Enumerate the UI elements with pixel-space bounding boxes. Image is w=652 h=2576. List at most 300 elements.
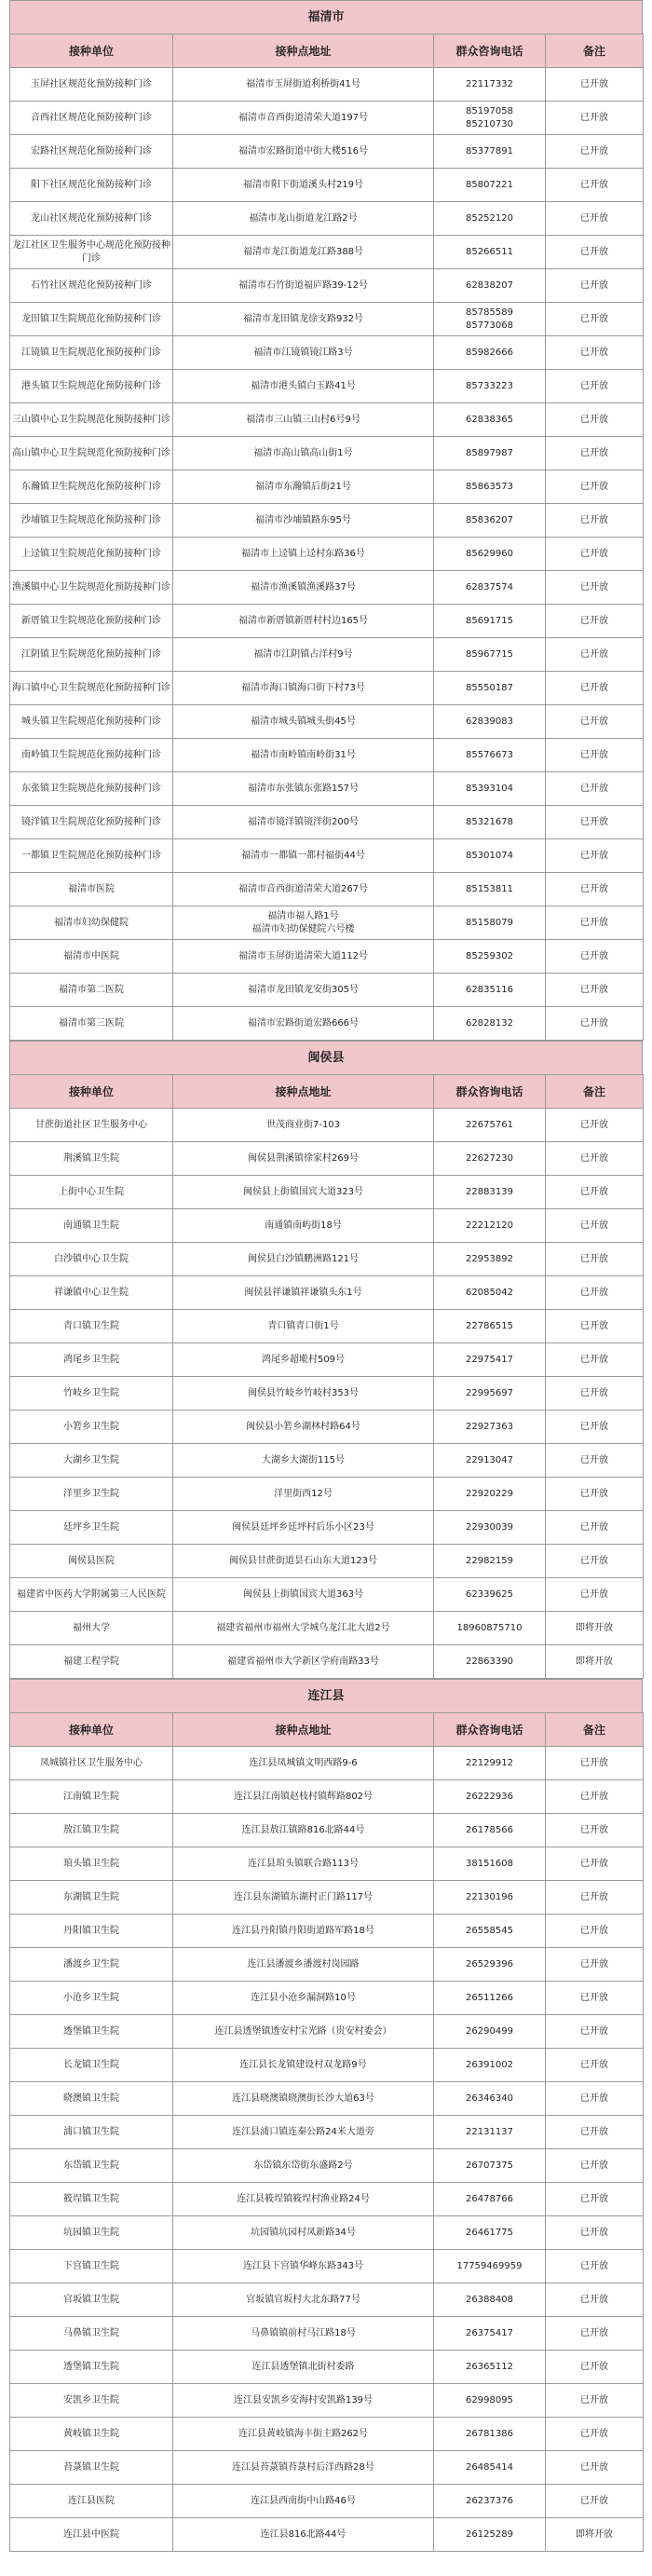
cell-phone: 22675761 [434, 1109, 546, 1142]
cell-unit: 福清市妇幼保健院 [10, 906, 173, 940]
cell-phone: 26558545 [434, 1915, 546, 1948]
table-header-row [10, 34, 644, 68]
cell-phone: 22913047 [434, 1444, 546, 1478]
table-row [10, 2082, 644, 2116]
cell-phone: 85982666 [434, 336, 546, 370]
cell-address: 福清市音西街道清荣大道267号 [173, 873, 434, 906]
table-row [10, 1881, 644, 1915]
cell-note: 已开放 [546, 102, 644, 135]
cell-phone: 85897987 [434, 437, 546, 470]
cell-address: 连江县下宫镇华峰东路343号 [173, 2250, 434, 2283]
cell-address: 连江县敖江镇路816北路44号 [173, 1814, 434, 1847]
cell-address: 鸿尾乡超墘村509号 [173, 1343, 434, 1377]
cell-unit: 宏路社区规范化预防接种门诊 [10, 135, 173, 169]
cell-unit: 音西社区规范化预防接种门诊 [10, 102, 173, 135]
table-row [10, 940, 644, 974]
table-row [10, 2216, 644, 2250]
cell-note: 即将开放 [546, 1612, 644, 1645]
cell-address: 连江县816北路44号 [173, 2518, 434, 2552]
cell-unit: 港头镇卫生院规范化预防接种门诊 [10, 370, 173, 403]
cell-note: 已开放 [546, 605, 644, 638]
cell-unit: 马鼻镇卫生院 [10, 2317, 173, 2351]
cell-note: 已开放 [546, 1881, 644, 1915]
cell-phone: 85807221 [434, 169, 546, 202]
cell-note: 已开放 [546, 202, 644, 236]
cell-unit: 福建工程学院 [10, 1645, 173, 1679]
table-row [10, 2183, 644, 2216]
cell-unit: 竹岐乡卫生院 [10, 1377, 173, 1411]
cell-note: 已开放 [546, 772, 644, 806]
cell-note: 已开放 [546, 2283, 644, 2317]
cell-address: 福清市港头镇白玉路41号 [173, 370, 434, 403]
cell-phone: 26365112 [434, 2351, 546, 2384]
cell-note: 已开放 [546, 1948, 644, 1982]
cell-phone: 26125289 [434, 2518, 546, 2552]
cell-unit: 新厝镇卫生院规范化预防接种门诊 [10, 605, 173, 638]
cell-note: 已开放 [546, 2015, 644, 2049]
cell-phone: 26707375 [434, 2149, 546, 2183]
cell-address: 连江县透堡镇北街村委路 [173, 2351, 434, 2384]
table-row [10, 739, 644, 772]
cell-phone: 85691715 [434, 605, 546, 638]
cell-phone: 62828132 [434, 1007, 546, 1041]
cell-note: 已开放 [546, 839, 644, 873]
cell-phone: 26290499 [434, 2015, 546, 2049]
table-row [10, 2116, 644, 2149]
table-row [10, 1645, 644, 1679]
cell-phone: 26391002 [434, 2049, 546, 2082]
cell-address: 闽侯县廷坪乡廷坪村后乐小区23号 [173, 1511, 434, 1545]
cell-note: 已开放 [546, 2149, 644, 2183]
cell-note: 已开放 [546, 2418, 644, 2451]
cell-address: 福清市一都镇一都村福街44号 [173, 839, 434, 873]
cell-address: 马鼻镇镇前村马江路18号 [173, 2317, 434, 2351]
column-header-note: 备注 [546, 1075, 644, 1109]
cell-note: 已开放 [546, 1915, 644, 1948]
cell-unit: 荆溪镇卫生院 [10, 1142, 173, 1176]
cell-unit: 晓澳镇卫生院 [10, 2082, 173, 2116]
cell-note: 已开放 [546, 1209, 644, 1243]
section-0 [9, 0, 643, 1041]
cell-note: 已开放 [546, 2317, 644, 2351]
cell-address: 福清市城头镇城头街45号 [173, 705, 434, 739]
cell-note: 已开放 [546, 236, 644, 269]
table-row [10, 1511, 644, 1545]
cell-unit: 浦口镇卫生院 [10, 2116, 173, 2149]
cell-phone: 85629960 [434, 538, 546, 571]
table-row [10, 672, 644, 705]
cell-phone: 85576673 [434, 739, 546, 772]
cell-unit: 一都镇卫生院规范化预防接种门诊 [10, 839, 173, 873]
cell-unit: 高山镇中心卫生院规范化预防接种门诊 [10, 437, 173, 470]
cell-note: 已开放 [546, 303, 644, 336]
cell-unit: 小箬乡卫生院 [10, 1411, 173, 1444]
cell-note: 已开放 [546, 1847, 644, 1881]
cell-phone: 26237376 [434, 2485, 546, 2518]
column-header-unit: 接种单位 [10, 1713, 173, 1747]
column-header-unit: 接种单位 [10, 34, 173, 68]
cell-address: 青口镇青口街1号 [173, 1310, 434, 1343]
cell-note: 已开放 [546, 638, 644, 672]
cell-address: 福清市龙田镇龙安街305号 [173, 974, 434, 1007]
table-row [10, 303, 644, 336]
cell-note: 已开放 [546, 169, 644, 202]
table-row [10, 1545, 644, 1578]
cell-note: 已开放 [546, 504, 644, 538]
cell-unit: 洋里乡卫生院 [10, 1478, 173, 1511]
cell-address: 福清市玉屏街道利桥街41号 [173, 68, 434, 102]
table-row [10, 370, 644, 403]
cell-address: 连江县安凯乡安海村安凯路139号 [173, 2384, 434, 2418]
cell-address: 闽侯县竹岐乡竹岐村353号 [173, 1377, 434, 1411]
cell-phone: 85785589 85773068 [434, 303, 546, 336]
table-row [10, 906, 644, 940]
column-header-address: 接种点地址 [173, 1713, 434, 1747]
cell-unit: 镜洋镇卫生院规范化预防接种门诊 [10, 806, 173, 839]
cell-unit: 敖江镇卫生院 [10, 1814, 173, 1847]
table-row [10, 2384, 644, 2418]
cell-address: 东岱镇东岱街东盛路2号 [173, 2149, 434, 2183]
cell-phone: 22920229 [434, 1478, 546, 1511]
cell-phone: 26461775 [434, 2216, 546, 2250]
cell-note: 已开放 [546, 1007, 644, 1041]
table-row [10, 2451, 644, 2485]
cell-address: 福清市海口镇海口街下村73号 [173, 672, 434, 705]
cell-address: 福建省福州市大学新区学府南路33号 [173, 1645, 434, 1679]
cell-phone: 85153811 [434, 873, 546, 906]
cell-phone: 22786515 [434, 1310, 546, 1343]
table-header-row [10, 1075, 644, 1109]
cell-note: 已开放 [546, 1478, 644, 1511]
cell-address: 连江县潘渡乡潘渡村岗园路 [173, 1948, 434, 1982]
cell-unit: 长龙镇卫生院 [10, 2049, 173, 2082]
cell-phone: 17759469959 [434, 2250, 546, 2283]
section-1 [9, 1041, 643, 1679]
cell-unit: 东瀚镇卫生院规范化预防接种门诊 [10, 470, 173, 504]
cell-address: 世茂商业街7-103 [173, 1109, 434, 1142]
cell-address: 连江县琯头镇联合路113号 [173, 1847, 434, 1881]
table-row [10, 269, 644, 303]
cell-unit: 东湖镇卫生院 [10, 1881, 173, 1915]
table-row [10, 1209, 644, 1243]
cell-note: 已开放 [546, 1780, 644, 1814]
cell-note: 即将开放 [546, 2518, 644, 2552]
cell-note: 已开放 [546, 2351, 644, 2384]
cell-unit: 三山镇中心卫生院规范化预防接种门诊 [10, 403, 173, 437]
cell-address: 闽侯县白沙镇鹏洲路121号 [173, 1243, 434, 1276]
cell-phone: 22117332 [434, 68, 546, 102]
table-row [10, 772, 644, 806]
cell-phone: 26346340 [434, 2082, 546, 2116]
cell-note: 已开放 [546, 2485, 644, 2518]
table-row [10, 705, 644, 739]
cell-phone: 26781386 [434, 2418, 546, 2451]
cell-address: 福清市福人路1号 福清市妇幼保健院六号楼 [173, 906, 434, 940]
cell-unit: 透堡镇卫生院 [10, 2015, 173, 2049]
cell-phone: 26178566 [434, 1814, 546, 1847]
cell-address: 福清市阳下街道溪头村219号 [173, 169, 434, 202]
cell-note: 已开放 [546, 571, 644, 605]
table-row [10, 1814, 644, 1847]
cell-phone: 85967715 [434, 638, 546, 672]
cell-phone: 85252120 [434, 202, 546, 236]
table-row [10, 2418, 644, 2451]
cell-note: 已开放 [546, 2216, 644, 2250]
cell-unit: 福建省中医药大学附属第三人民医院 [10, 1578, 173, 1612]
cell-unit: 福清市第二医院 [10, 974, 173, 1007]
cell-phone: 22982159 [434, 1545, 546, 1578]
cell-phone: 85321678 [434, 806, 546, 839]
table-row [10, 1915, 644, 1948]
cell-address: 连江县凤城镇文明西路9-6 [173, 1747, 434, 1780]
cell-phone: 26485414 [434, 2451, 546, 2485]
table-row [10, 1948, 644, 1982]
cell-address: 连江县晓澳镇晓澳街长沙大道63号 [173, 2082, 434, 2116]
cell-note: 已开放 [546, 1142, 644, 1176]
table-row [10, 2518, 644, 2552]
cell-phone: 22995697 [434, 1377, 546, 1411]
cell-address: 福清市渔溪镇渔溪路37号 [173, 571, 434, 605]
cell-note: 已开放 [546, 538, 644, 571]
column-header-note: 备注 [546, 34, 644, 68]
cell-address: 福清市石竹街道福庐路39-12号 [173, 269, 434, 303]
cell-unit: 连江县医院 [10, 2485, 173, 2518]
cell-unit: 龙田镇卫生院规范化预防接种门诊 [10, 303, 173, 336]
column-header-note: 备注 [546, 1713, 644, 1747]
cell-note: 已开放 [546, 806, 644, 839]
cell-unit: 南通镇卫生院 [10, 1209, 173, 1243]
cell-unit: 渔溪镇中心卫生院规范化预防接种门诊 [10, 571, 173, 605]
cell-unit: 下宫镇卫生院 [10, 2250, 173, 2283]
table-row [10, 1142, 644, 1176]
site-table [9, 34, 644, 1041]
cell-address: 福清市龙田镇龙徐支路932号 [173, 303, 434, 336]
cell-address: 福清市龙江街道龙江路388号 [173, 236, 434, 269]
cell-address: 洋里街西12号 [173, 1478, 434, 1511]
table-row [10, 236, 644, 269]
table-row [10, 336, 644, 370]
cell-note: 已开放 [546, 2183, 644, 2216]
cell-address: 连江县小沧乡漏洞路10号 [173, 1982, 434, 2015]
cell-note: 已开放 [546, 974, 644, 1007]
cell-phone: 22883139 [434, 1176, 546, 1209]
cell-unit: 青口镇卫生院 [10, 1310, 173, 1343]
cell-unit: 凤城镇社区卫生服务中心 [10, 1747, 173, 1780]
table-row [10, 1478, 644, 1511]
cell-address: 坑园镇坑园村凤新路34号 [173, 2216, 434, 2250]
cell-note: 已开放 [546, 1411, 644, 1444]
table-row [10, 538, 644, 571]
cell-note: 已开放 [546, 437, 644, 470]
table-row [10, 571, 644, 605]
cell-unit: 江镜镇卫生院规范化预防接种门诊 [10, 336, 173, 370]
cell-unit: 上街中心卫生院 [10, 1176, 173, 1209]
cell-phone: 22953892 [434, 1243, 546, 1276]
site-table [9, 1074, 644, 1679]
table-row [10, 1444, 644, 1478]
cell-address: 南通镇南屿街18号 [173, 1209, 434, 1243]
cell-unit: 福清市中医院 [10, 940, 173, 974]
cell-phone: 26478766 [434, 2183, 546, 2216]
cell-phone: 85863573 [434, 470, 546, 504]
cell-note: 已开放 [546, 1511, 644, 1545]
cell-address: 福清市东张镇东张路157号 [173, 772, 434, 806]
cell-address: 福清市上迳镇上迳村东路36号 [173, 538, 434, 571]
cell-address: 连江县筱埕镇筱埕村渔业路24号 [173, 2183, 434, 2216]
cell-note: 已开放 [546, 1243, 644, 1276]
table-row [10, 2250, 644, 2283]
cell-address: 连江县透堡镇透安村宝光路（贵安村委会） [173, 2015, 434, 2049]
cell-unit: 黄岐镇卫生院 [10, 2418, 173, 2451]
cell-note: 已开放 [546, 2451, 644, 2485]
cell-phone: 62998095 [434, 2384, 546, 2418]
cell-unit: 坑园镇卫生院 [10, 2216, 173, 2250]
cell-address: 福清市宏路街道中街大楼516号 [173, 135, 434, 169]
cell-note: 已开放 [546, 1545, 644, 1578]
table-row [10, 1747, 644, 1780]
table-row [10, 504, 644, 538]
cell-note: 已开放 [546, 470, 644, 504]
cell-note: 已开放 [546, 1982, 644, 2015]
cell-note: 已开放 [546, 1377, 644, 1411]
cell-address: 闽侯县小箬乡湖林村路64号 [173, 1411, 434, 1444]
cell-address: 福清市江阴镇占洋村9号 [173, 638, 434, 672]
cell-unit: 筱埕镇卫生院 [10, 2183, 173, 2216]
cell-note: 已开放 [546, 1176, 644, 1209]
column-header-phone: 群众咨询电话 [434, 1713, 546, 1747]
cell-note: 已开放 [546, 906, 644, 940]
cell-note: 已开放 [546, 2049, 644, 2082]
cell-unit: 官坂镇卫生院 [10, 2283, 173, 2317]
cell-address: 福清市东瀚镇后街21号 [173, 470, 434, 504]
cell-phone: 22930039 [434, 1511, 546, 1545]
table-row [10, 1578, 644, 1612]
cell-unit: 沙埔镇卫生院规范化预防接种门诊 [10, 504, 173, 538]
cell-address: 闽侯县上街镇国宾大道323号 [173, 1176, 434, 1209]
cell-unit: 东岱镇卫生院 [10, 2149, 173, 2183]
cell-phone: 85259302 [434, 940, 546, 974]
cell-note: 已开放 [546, 1109, 644, 1142]
column-header-phone: 群众咨询电话 [434, 34, 546, 68]
cell-phone: 62838207 [434, 269, 546, 303]
cell-phone: 26375417 [434, 2317, 546, 2351]
cell-phone: 85197058 85210730 [434, 102, 546, 135]
cell-address: 福清市龙山街道龙江路2号 [173, 202, 434, 236]
cell-note: 已开放 [546, 2384, 644, 2418]
cell-note: 已开放 [546, 1814, 644, 1847]
cell-note: 已开放 [546, 739, 644, 772]
cell-unit: 玉屏社区规范化预防接种门诊 [10, 68, 173, 102]
cell-phone: 62339625 [434, 1578, 546, 1612]
cell-unit: 石竹社区规范化预防接种门诊 [10, 269, 173, 303]
cell-phone: 85836207 [434, 504, 546, 538]
cell-note: 已开放 [546, 2082, 644, 2116]
cell-unit: 城头镇卫生院规范化预防接种门诊 [10, 705, 173, 739]
cell-phone: 22130196 [434, 1881, 546, 1915]
cell-phone: 85158079 [434, 906, 546, 940]
cell-phone: 22129912 [434, 1747, 546, 1780]
cell-note: 已开放 [546, 269, 644, 303]
cell-unit: 安凯乡卫生院 [10, 2384, 173, 2418]
table-row [10, 2015, 644, 2049]
cell-address: 闽侯县祥谦镇祥谦镇头东1号 [173, 1276, 434, 1310]
cell-phone: 85733223 [434, 370, 546, 403]
section-title: 闽侯县 [9, 1041, 643, 1074]
table-header-row [10, 1713, 644, 1747]
cell-unit: 阳下社区规范化预防接种门诊 [10, 169, 173, 202]
cell-address: 连江县苔菉镇苔菉村后洋西路28号 [173, 2451, 434, 2485]
cell-unit: 东张镇卫生院规范化预防接种门诊 [10, 772, 173, 806]
section-title: 福清市 [9, 0, 643, 34]
table-row [10, 102, 644, 135]
cell-note: 已开放 [546, 2116, 644, 2149]
cell-unit: 小沧乡卫生院 [10, 1982, 173, 2015]
cell-note: 已开放 [546, 336, 644, 370]
table-row [10, 1411, 644, 1444]
cell-address: 连江县长龙镇建设村双龙路9号 [173, 2049, 434, 2082]
cell-phone: 85550187 [434, 672, 546, 705]
cell-unit: 海口镇中心卫生院规范化预防接种门诊 [10, 672, 173, 705]
section-2 [9, 1679, 643, 2552]
cell-note: 已开放 [546, 1578, 644, 1612]
cell-phone: 85301074 [434, 839, 546, 873]
cell-note: 已开放 [546, 672, 644, 705]
cell-address: 连江县丹阳镇丹阳街道路军路18号 [173, 1915, 434, 1948]
cell-phone: 85266511 [434, 236, 546, 269]
cell-phone: 85393104 [434, 772, 546, 806]
cell-note: 已开放 [546, 1276, 644, 1310]
table-row [10, 1007, 644, 1041]
cell-note: 已开放 [546, 1747, 644, 1780]
vaccination-site-list [9, 0, 643, 2552]
cell-address: 闽侯县甘蔗街道昙石山东大道123号 [173, 1545, 434, 1578]
cell-note: 即将开放 [546, 1645, 644, 1679]
cell-unit: 江南镇卫生院 [10, 1780, 173, 1814]
cell-unit: 闽侯县医院 [10, 1545, 173, 1578]
table-row [10, 839, 644, 873]
column-header-phone: 群众咨询电话 [434, 1075, 546, 1109]
cell-note: 已开放 [546, 1310, 644, 1343]
table-row [10, 1847, 644, 1881]
table-row [10, 638, 644, 672]
table-row [10, 470, 644, 504]
table-row [10, 202, 644, 236]
cell-note: 已开放 [546, 135, 644, 169]
cell-unit: 南岭镇卫生院规范化预防接种门诊 [10, 739, 173, 772]
cell-address: 福清市高山镇高山街1号 [173, 437, 434, 470]
column-header-address: 接种点地址 [173, 34, 434, 68]
cell-address: 福清市南岭镇南岭街31号 [173, 739, 434, 772]
cell-address: 福清市音西街道清荣大道197号 [173, 102, 434, 135]
table-row [10, 2351, 644, 2384]
column-header-unit: 接种单位 [10, 1075, 173, 1109]
cell-phone: 22863390 [434, 1645, 546, 1679]
cell-unit: 福州大学 [10, 1612, 173, 1645]
cell-unit: 白沙镇中心卫生院 [10, 1243, 173, 1276]
cell-address: 连江县东湖镇东湖村正门路117号 [173, 1881, 434, 1915]
cell-unit: 江阴镇卫生院规范化预防接种门诊 [10, 638, 173, 672]
cell-note: 已开放 [546, 1444, 644, 1478]
table-row [10, 2317, 644, 2351]
cell-note: 已开放 [546, 873, 644, 906]
table-row [10, 605, 644, 638]
cell-unit: 鸿尾乡卫生院 [10, 1343, 173, 1377]
cell-phone: 62085042 [434, 1276, 546, 1310]
table-row [10, 806, 644, 839]
cell-unit: 廷坪乡卫生院 [10, 1511, 173, 1545]
cell-phone: 85377891 [434, 135, 546, 169]
table-row [10, 1377, 644, 1411]
